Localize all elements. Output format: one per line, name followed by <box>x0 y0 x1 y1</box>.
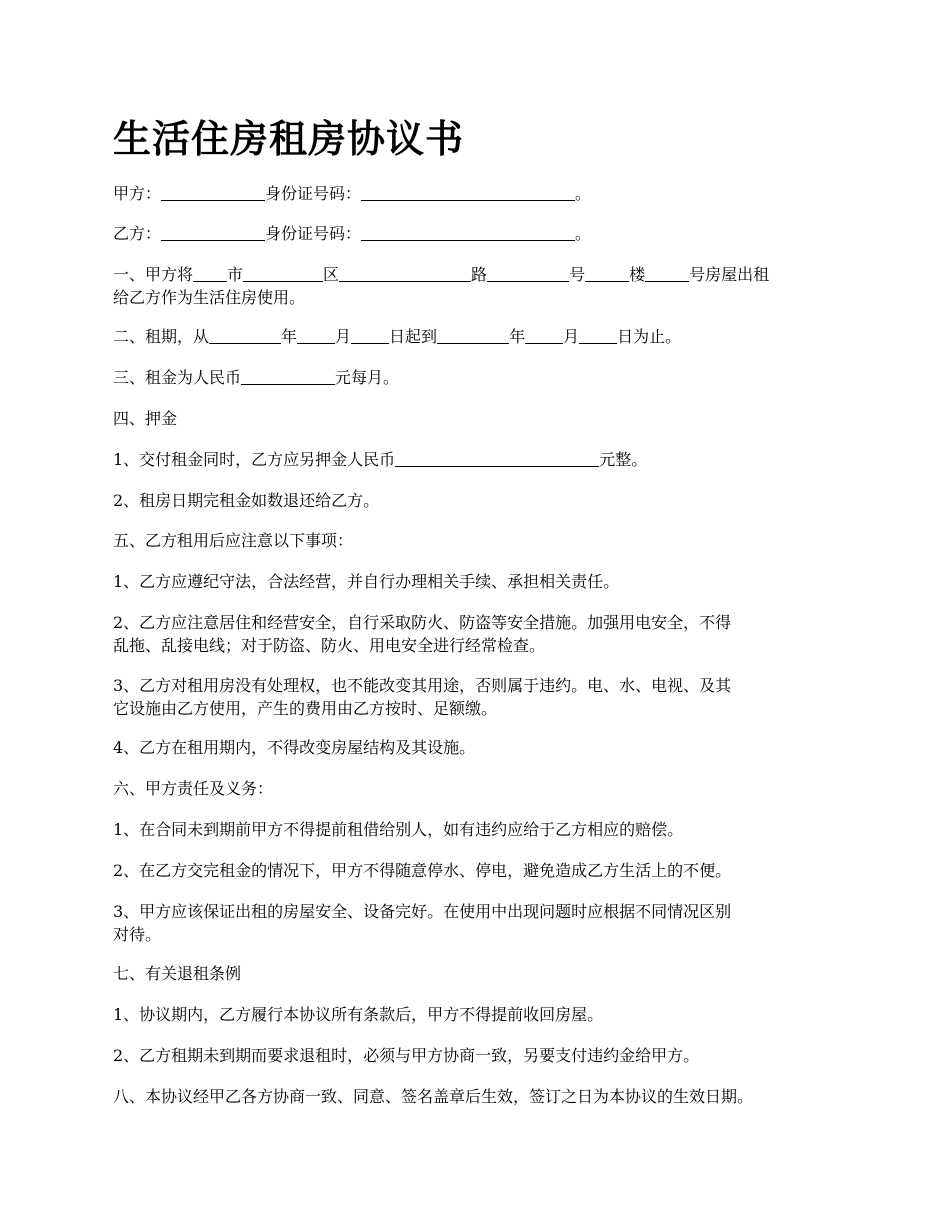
clause-5-item-2-line-1: 2、乙方应注意居住和经营安全，自行采取防火、防盗等安全措施。加强用电安全，不得 <box>113 613 732 632</box>
party-a-name-blank <box>161 184 265 201</box>
clause-7-heading: 七、有关退租条例 <box>113 964 242 983</box>
party-a-end: 。 <box>575 184 592 203</box>
rent-label: 三、租金为人民币 <box>113 368 242 387</box>
district-label: 区 <box>323 265 340 284</box>
start-day-blank <box>351 327 389 344</box>
end-year-blank <box>437 327 509 344</box>
rent-amount-blank <box>241 368 335 385</box>
number-blank <box>487 265 569 282</box>
start-year-blank <box>209 327 281 344</box>
clause-6-item-1: 1、在合同未到期前甲方不得提前租借给别人，如有违约应给于乙方相应的赔偿。 <box>113 820 684 839</box>
year-label: 年 <box>281 327 298 346</box>
clause-6-item-3-line-1: 3、甲方应该保证出租的房屋安全、设备完好。在使用中出现问题时应根据不同情况区别 <box>113 902 732 921</box>
end-month-blank <box>525 327 563 344</box>
clause-5-heading: 五、乙方租用后应注意以下事项： <box>113 531 354 550</box>
clause-2 <box>113 326 853 348</box>
day-to-label: 日为止。 <box>617 327 682 346</box>
deposit-amount-blank <box>395 450 599 467</box>
clause-5-item-3-line-2: 它设施由乙方使用，产生的费用由乙方按时、足额缴。 <box>113 699 498 718</box>
clause-1-line-2: 给乙方作为生活住房使用。 <box>113 288 306 307</box>
party-a-id-blank <box>361 184 575 201</box>
clause-6-item-2: 2、在乙方交完租金的情况下，甲方不得随意停水、停电，避免造成乙方生活上的不便。 <box>113 861 732 880</box>
deposit-label: 1、交付租金同时，乙方应另押金人民币 <box>113 450 396 469</box>
day-from-label: 日起到 <box>389 327 438 346</box>
district-blank <box>243 265 323 282</box>
clause-3 <box>113 367 853 389</box>
document-title: 生活住房租房协议书 <box>113 116 465 161</box>
party-b-label: 乙方： <box>113 224 162 243</box>
party-b-id-blank <box>361 224 575 241</box>
clause-4-heading: 四、押金 <box>113 409 178 428</box>
clause-6-heading: 六、甲方责任及义务： <box>113 779 274 798</box>
city-blank <box>193 265 227 282</box>
clause-5-item-4: 4、乙方在租用期内，不得改变房屋结构及其设施。 <box>113 738 476 757</box>
deposit-unit: 元整。 <box>599 450 648 469</box>
city-label: 市 <box>227 265 244 284</box>
road-label: 路 <box>471 265 488 284</box>
clause-4-item-2: 2、租房日期完租金如数退还给乙方。 <box>113 491 380 510</box>
clause-5-item-2-line-2: 乱拖、乱接电线；对于防盗、防火、用电安全进行经常检查。 <box>113 636 546 655</box>
start-month-blank <box>297 327 335 344</box>
month-label: 月 <box>563 327 580 346</box>
month-label: 月 <box>335 327 352 346</box>
clause-1-line-1 <box>113 264 853 286</box>
clause-1-text: 一、甲方将 <box>113 265 194 284</box>
party-a-line <box>113 183 853 205</box>
building-blank <box>585 265 629 282</box>
building-label: 楼 <box>629 265 646 284</box>
road-blank <box>339 265 471 282</box>
party-b-line <box>113 223 853 245</box>
party-a-id-label: 身份证号码： <box>265 184 362 203</box>
year-label: 年 <box>509 327 526 346</box>
rent-unit: 元每月。 <box>335 368 400 387</box>
room-label: 号房屋出租 <box>689 265 770 284</box>
party-b-id-label: 身份证号码： <box>265 224 362 243</box>
end-day-blank <box>579 327 617 344</box>
clause-8: 八、本协议经甲乙各方协商一致、同意、签名盖章后生效，签订之日为本协议的生效日期。 <box>113 1087 754 1106</box>
clause-5-item-1: 1、乙方应遵纪守法，合法经营，并自行办理相关手续、承担相关责任。 <box>113 572 620 591</box>
party-a-label: 甲方： <box>113 184 162 203</box>
clause-7-item-2: 2、乙方租期未到期而要求退租时，必须与甲方协商一致，另要支付违约金给甲方。 <box>113 1046 700 1065</box>
number-label: 号 <box>569 265 586 284</box>
party-b-name-blank <box>161 224 265 241</box>
clause-7-item-1: 1、协议期内，乙方履行本协议所有条款后，甲方不得提前收回房屋。 <box>113 1005 604 1024</box>
room-blank <box>645 265 689 282</box>
term-label: 二、租期，从 <box>113 327 210 346</box>
clause-4-item-1 <box>113 449 853 471</box>
clause-5-item-3-line-1: 3、乙方对租用房没有处理权，也不能改变其用途，否则属于违约。电、水、电视、及其 <box>113 676 732 695</box>
party-b-end: 。 <box>575 224 592 243</box>
clause-6-item-3-line-2: 对待。 <box>113 925 162 944</box>
